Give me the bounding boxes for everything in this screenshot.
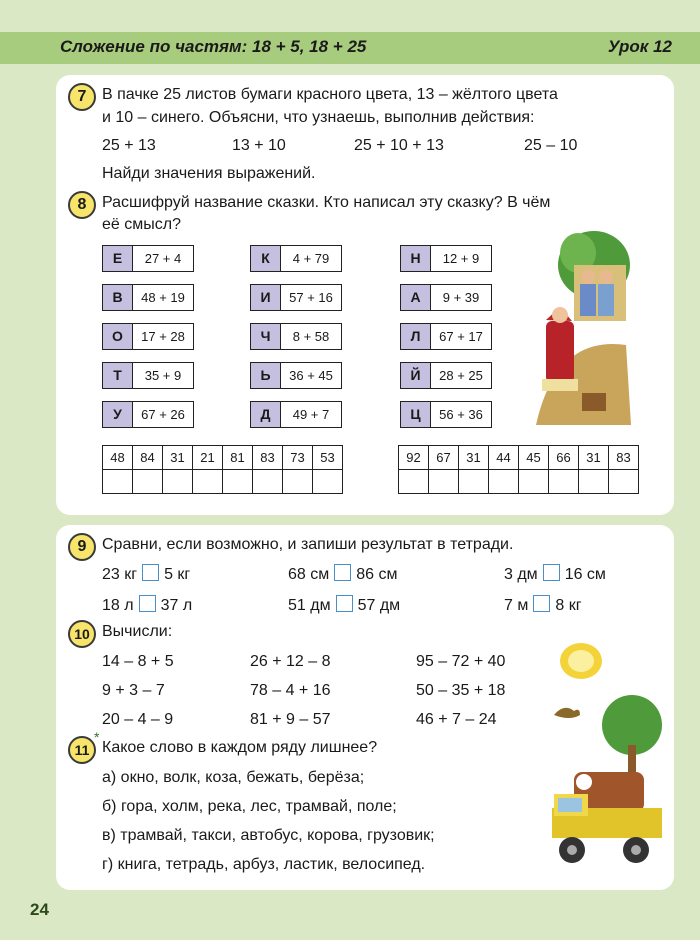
code-table-1 — [102, 445, 343, 494]
cipher-letter: А — [401, 285, 431, 310]
compare-item: 23 кг 5 кг — [102, 566, 191, 583]
cipher-box — [400, 245, 492, 272]
cipher-letter: О — [103, 324, 133, 349]
calc-expr: 50 – 35 + 18 — [416, 682, 506, 699]
code-cell: 53 — [313, 446, 343, 470]
cipher-box — [250, 401, 342, 428]
code-cell: 67 — [429, 446, 459, 470]
compare-item: 7 м 8 кг — [504, 597, 582, 614]
task11-line: а) окно, волк, коза, бежать, берёза; — [102, 769, 365, 786]
code-cell: 83 — [253, 446, 283, 470]
task8-line1: Расшифруй название сказки. Кто написал эту сказку? В чём — [102, 194, 551, 211]
code-cell: 31 — [459, 446, 489, 470]
task7-expr: 13 + 10 — [232, 137, 286, 154]
cipher-letter: Ч — [251, 324, 281, 349]
cipher-expr: 35 + 9 — [144, 368, 182, 383]
answer-cell — [223, 470, 253, 494]
cipher-box — [250, 284, 342, 311]
cipher-box — [102, 284, 194, 311]
code-cell: 83 — [609, 446, 639, 470]
calc-expr: 20 – 4 – 9 — [102, 711, 174, 728]
page-number: 24 — [30, 900, 49, 919]
task11-star: * — [94, 729, 100, 745]
task-number-11: 11 — [68, 736, 96, 764]
card-tasks-7-8 — [56, 75, 674, 515]
answer-cell — [429, 470, 459, 494]
cipher-letter: У — [103, 402, 133, 427]
cipher-box — [400, 362, 492, 389]
code-cell: 66 — [549, 446, 579, 470]
answer-cell — [549, 470, 579, 494]
answer-cell — [103, 470, 133, 494]
compare-item: 68 см 86 см — [288, 566, 398, 583]
code-cell: 31 — [163, 446, 193, 470]
cipher-box — [400, 323, 492, 350]
answer-cell — [519, 470, 549, 494]
cipher-expr: 8 + 58 — [292, 329, 330, 344]
cipher-letter: Й — [401, 363, 431, 388]
cipher-letter: Д — [251, 402, 281, 427]
answer-cell — [163, 470, 193, 494]
calc-expr: 81 + 9 – 57 — [250, 711, 331, 728]
task11-line: б) гора, холм, река, лес, трамвай, поле; — [102, 798, 397, 815]
cipher-expr: 67 + 17 — [439, 329, 483, 344]
task7-expr: 25 – 10 — [524, 137, 578, 154]
task10-intro: Вычисли: — [102, 623, 173, 640]
task-number-10: 10 — [68, 620, 96, 648]
calc-expr: 9 + 3 – 7 — [102, 682, 165, 699]
answer-cell — [193, 470, 223, 494]
cipher-letter: Ц — [401, 402, 431, 427]
cipher-box — [250, 245, 342, 272]
truck-with-cow-illustration — [544, 690, 666, 880]
cipher-letter: Н — [401, 246, 431, 271]
cipher-expr: 36 + 45 — [289, 368, 333, 383]
cipher-letter: Ь — [251, 363, 281, 388]
lesson-topic: Сложение по частям: 18 + 5, 18 + 25 — [60, 37, 367, 56]
calc-expr: 95 – 72 + 40 — [416, 653, 506, 670]
cipher-expr: 57 + 16 — [289, 290, 333, 305]
calc-expr: 26 + 12 – 8 — [250, 653, 331, 670]
task7-line1: В пачке 25 листов бумаги красного цвета, 13 – жёлтого цвета — [102, 86, 558, 103]
cipher-expr: 49 + 7 — [292, 407, 330, 422]
calc-expr: 46 + 7 – 24 — [416, 711, 497, 728]
cipher-box — [400, 284, 492, 311]
compare-box — [543, 564, 560, 581]
task8-line2: её смысл? — [102, 216, 181, 233]
code-cell: 31 — [579, 446, 609, 470]
answer-cell — [133, 470, 163, 494]
cipher-expr: 17 + 28 — [141, 329, 185, 344]
code-cell: 21 — [193, 446, 223, 470]
fairy-tale-illustration — [516, 225, 636, 425]
compare-item: 51 дм 57 дм — [288, 597, 401, 614]
compare-item: 3 дм 16 см — [504, 566, 606, 583]
cipher-letter: К — [251, 246, 281, 271]
cipher-expr: 28 + 25 — [439, 368, 483, 383]
cipher-letter: Е — [103, 246, 133, 271]
page-header — [0, 32, 700, 64]
task7-line3: Найди значения выражений. — [102, 165, 316, 182]
cipher-box — [102, 245, 194, 272]
cipher-expr: 67 + 26 — [141, 407, 185, 422]
compare-box — [334, 564, 351, 581]
answer-cell — [313, 470, 343, 494]
task7-expr: 25 + 10 + 13 — [354, 137, 444, 154]
cipher-letter: Л — [401, 324, 431, 349]
calc-expr: 78 – 4 + 16 — [250, 682, 331, 699]
compare-item: 18 л 37 л — [102, 597, 193, 614]
cipher-expr: 9 + 39 — [442, 290, 480, 305]
task7-line2: и 10 – синего. Объясни, что узнаешь, выполнив действия: — [102, 109, 535, 126]
task9-intro: Сравни, если возможно, и запиши результат в тетради. — [102, 536, 514, 553]
compare-box — [533, 595, 550, 612]
code-cell: 44 — [489, 446, 519, 470]
cipher-expr: 27 + 4 — [144, 251, 182, 266]
task11-line: г) книга, тетрадь, арбуз, ластик, велосипед. — [102, 856, 426, 873]
code-cell: 81 — [223, 446, 253, 470]
compare-box — [142, 564, 159, 581]
answer-cell — [609, 470, 639, 494]
code-cell: 45 — [519, 446, 549, 470]
task7-expr: 25 + 13 — [102, 137, 156, 154]
answer-cell — [399, 470, 429, 494]
code-cell: 84 — [133, 446, 163, 470]
cipher-box — [102, 401, 194, 428]
answer-cell — [253, 470, 283, 494]
cipher-expr: 4 + 79 — [292, 251, 330, 266]
task-number-9: 9 — [68, 533, 96, 561]
code-cell: 48 — [103, 446, 133, 470]
answer-cell — [459, 470, 489, 494]
cipher-expr: 56 + 36 — [439, 407, 483, 422]
compare-box — [336, 595, 353, 612]
cipher-box — [102, 323, 194, 350]
calc-expr: 14 – 8 + 5 — [102, 653, 174, 670]
cipher-box — [250, 323, 342, 350]
cipher-letter: И — [251, 285, 281, 310]
cipher-letter: Т — [103, 363, 133, 388]
answer-cell — [283, 470, 313, 494]
answer-cell — [489, 470, 519, 494]
cipher-box — [250, 362, 342, 389]
sun-icon — [558, 641, 604, 681]
answer-cell — [579, 470, 609, 494]
code-cell: 92 — [399, 446, 429, 470]
cipher-box — [400, 401, 492, 428]
task11-intro: Какое слово в каждом ряду лишнее? — [102, 739, 378, 756]
code-cell: 73 — [283, 446, 313, 470]
task-number-7: 7 — [68, 83, 96, 111]
lesson-number: Урок 12 — [607, 37, 672, 56]
cipher-letter: В — [103, 285, 133, 310]
cipher-expr: 48 + 19 — [141, 290, 185, 305]
code-table-2 — [398, 445, 639, 494]
cipher-box — [102, 362, 194, 389]
compare-box — [139, 595, 156, 612]
task-number-8: 8 — [68, 191, 96, 219]
cipher-expr: 12 + 9 — [442, 251, 480, 266]
task11-line: в) трамвай, такси, автобус, корова, грузовик; — [102, 827, 435, 844]
card-tasks-9-11 — [56, 525, 674, 890]
